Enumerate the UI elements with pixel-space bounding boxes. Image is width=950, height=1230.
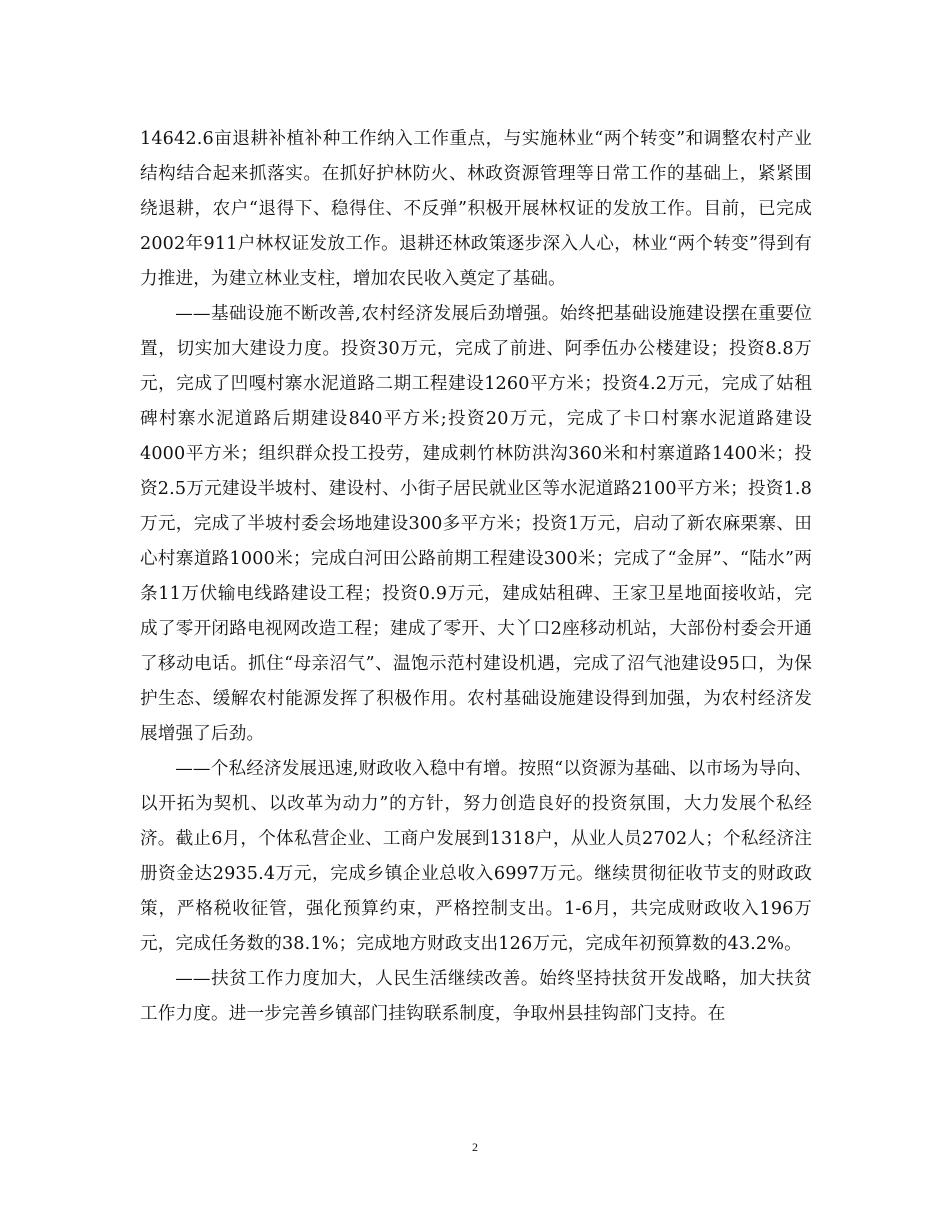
- paragraph-4: ——扶贫工作力度加大，人民生活继续改善。始终坚持扶贫开发战略，加大扶贫工作力度。进一步完善乡镇部门挂钩联系制度，争取州县挂钩部门支持。在: [140, 969, 812, 1024]
- paragraph-2: ——基础设施不断改善,农村经济发展后劲增强。始终把基础设施建设摆在重要位置，切实加大建设力度。投资30万元，完成了前进、阿季伍办公楼建设；投资8.8万元，完成了凹嘎村寨水泥道路二期工程建设1260平方米；投资4.2万元，完成了姑租碑村寨水泥道路后期建设840平方米;投资20万元，完成了卡口村寨水泥道路建设4000平方米；组织群众投工投劳，建成刺竹林防洪沟360米和村寨道路1400米；投资2.5万元建设半坡村、建设村、小街子居民就业区等水泥道路2100平方米；投资1.8万元，完成了半坡村委会场地建设300多平方米；投资1万元，启动了新农麻栗寨、田心村寨道路1000米；完成白河田公路前期工程建设300米；完成了“金屏”、“陆水”两条11万伏输电线路建设工程；投资0.9万元，建成姑租碑、王家卫星地面接收站，完成了零开闭路电视网改造工程；建成了零开、大丫口2座移动机站，大部份村委会开通了移动电话。抓住“母亲沼气”、温饱示范村建设机遇，完成了沼气池建设95口，为保护生态、缓解农村能源发挥了积极作用。农村基础设施建设得到加强，为农村经济发展增强了后劲。: [140, 304, 812, 744]
- page-body: [140, 122, 812, 1032]
- page-number: 2: [472, 1140, 478, 1154]
- paragraph-1: 14642.6亩退耕补植补种工作纳入工作重点，与实施林业“两个转变”和调整农村产业结构结合起来抓落实。在抓好护林防火、林政资源管理等日常工作的基础上，紧紧围绕退耕，农户“退得下、稳得住、不反弹”积极开展林权证的发放工作。目前，已完成2002年911户林权证发放工作。退耕还林政策逐步深入人心，林业“两个转变”得到有力推进，为建立林业支柱，增加农民收入奠定了基础。: [140, 129, 812, 289]
- paragraph-3: ——个私经济发展迅速,财政收入稳中有增。按照“以资源为基础、以市场为导向、以开拓为契机、以改革为动力”的方针，努力创造良好的投资氛围，大力发展个私经济。截止6月，个体私营企业、工商户发展到1318户，从业人员2702人；个私经济注册资金达2935.4万元，完成乡镇企业总收入6997万元。继续贯彻征收节支的财政政策，严格税收征管，强化预算约束，严格控制支出。1-6月，共完成财政收入196万元，完成任务数的38.1%；完成地方财政支出126万元，完成年初预算数的43.2%。: [140, 759, 812, 954]
